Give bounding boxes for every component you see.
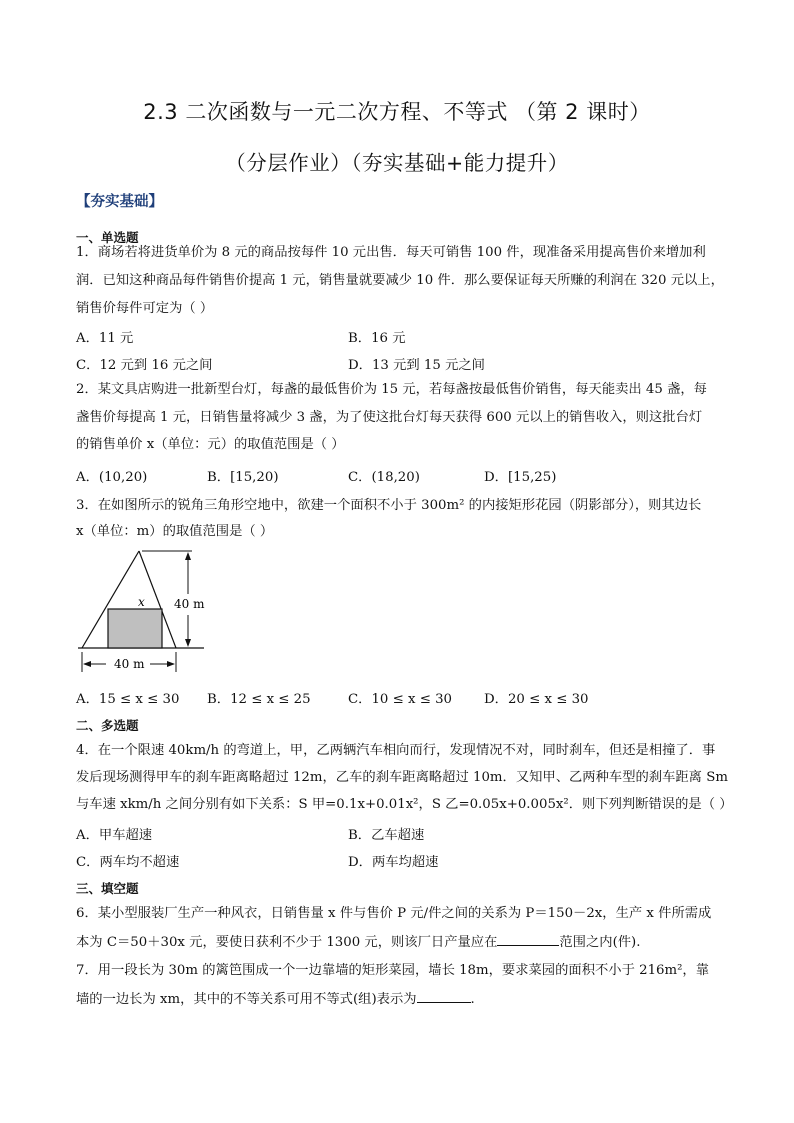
q4-option-c: C．两车均不超速 [76, 855, 180, 870]
garden-rectangle [108, 609, 162, 648]
q2-line-3: 的销售单价 x（单位：元）的取值范围是（ ） [76, 437, 345, 452]
q4-option-d: D．两车均超速 [348, 855, 439, 870]
q3-option-d: D．20 ≤ x ≤ 30 [484, 692, 589, 707]
q2-option-b: B．[15,20) [207, 470, 279, 485]
q2-line-1: 2．某文具店购进一批新型台灯，每盏的最低售价为 15 元，若每盏按最低售价销售，每天能卖出 45 盏，每 [76, 382, 707, 397]
q7-line-1: 7．用一段长为 30m 的篱笆围成一个一边靠墙的矩形菜园，墙长 18m，要求菜园的面积不小于 216m²，靠 [76, 963, 710, 978]
q1-option-c: C．12 元到 16 元之间 [76, 358, 213, 373]
triangle-figure [76, 548, 216, 678]
q7-line-2 [76, 989, 726, 1009]
q3-option-b: B．12 ≤ x ≤ 25 [207, 692, 311, 707]
fill-blank-heading: 三、填空题 [76, 881, 139, 896]
q2-option-a: A．(10,20) [76, 470, 148, 485]
q1-option-a: A．11 元 [76, 331, 134, 346]
q4-option-b: B．乙车超速 [348, 828, 425, 843]
q4-line-1: 4．在一个限速 40km/h 的弯道上，甲，乙两辆汽车相向而行，发现情况不对，同时刹车，但还是相撞了．事 [76, 743, 716, 758]
single-choice-heading: 一、单选题 [76, 230, 139, 245]
section-basic-label: 【夯实基础】 [76, 194, 163, 210]
q1-line-3: 销售价每件可定为（ ） [76, 301, 214, 316]
multi-choice-heading: 二、多选题 [76, 718, 139, 733]
q3-option-c: C．10 ≤ x ≤ 30 [348, 692, 452, 707]
label-x: x [138, 595, 145, 609]
q6-line-2-text: 本为 C＝50＋30x 元，要使日获利不少于 1300 元，则该厂日产量应在 [76, 935, 498, 950]
label-height: 40 m [174, 597, 205, 611]
q4-line-3: 与车速 xkm/h 之间分别有如下关系：S 甲=0.1x+0.01x²，S 乙=0.05x+0.005x²．则下列判断错误的是（ ） [76, 797, 733, 812]
q3-line-2: x（单位：m）的取值范围是（ ） [76, 524, 274, 539]
q3-option-a: A．15 ≤ x ≤ 30 [76, 692, 180, 707]
q1-line-2: 润．已知这种商品每件销售价提高 1 元，销售量就要减少 10 件．那么要保证每天所赚的利润在 320 元以上， [76, 273, 724, 288]
q3-line-1: 3．在如图所示的锐角三角形空地中，欲建一个面积不小于 300m² 的内接矩形花园（阴影部分），则其边长 [76, 498, 702, 513]
q2-line-2: 盏售价每提高 1 元，日销售量将减少 3 盏，为了使这批台灯每天获得 600 元以上的销售收入，则这批台灯 [76, 410, 703, 425]
q1-option-d: D．13 元到 15 元之间 [348, 358, 485, 373]
q6-line-2 [76, 932, 726, 952]
q7-answer-blank[interactable] [417, 989, 471, 1003]
q6-line-1: 6．某小型服装厂生产一种风衣，日销售量 x 件与售价 P 元/件之间的关系为 P＝150－2x，生产 x 件所需成 [76, 906, 712, 921]
page-subtitle: （分层作业）（夯实基础+能力提升） [225, 151, 569, 175]
q1-line-1: 1．商场若将进货单价为 8 元的商品按每件 10 元出售．每天可销售 100 件，现准备采用提高售价来增加利 [76, 245, 706, 260]
q6-answer-blank[interactable] [497, 932, 559, 946]
q7-line-2-text: 墙的一边长为 xm，其中的不等关系可用不等式(组)表示为 [76, 992, 417, 1007]
q2-option-d: D．[15,25) [484, 470, 557, 485]
label-base: 40 m [114, 657, 145, 671]
q1-option-b: B．16 元 [348, 331, 406, 346]
q4-option-a: A．甲车超速 [76, 828, 153, 843]
q4-line-2: 发后现场测得甲车的刹车距离略超过 12m，乙车的刹车距离略超过 10m．又知甲、乙两种车型的刹车距离 Sm [76, 770, 728, 785]
q7-line-2-tail: . [470, 992, 475, 1007]
q6-line-2-tail: 范围之内(件). [559, 935, 641, 950]
q2-option-c: C．(18,20) [348, 470, 420, 485]
page-title: 2.3 二次函数与一元二次方程、不等式 （第 2 课时） [143, 100, 651, 124]
